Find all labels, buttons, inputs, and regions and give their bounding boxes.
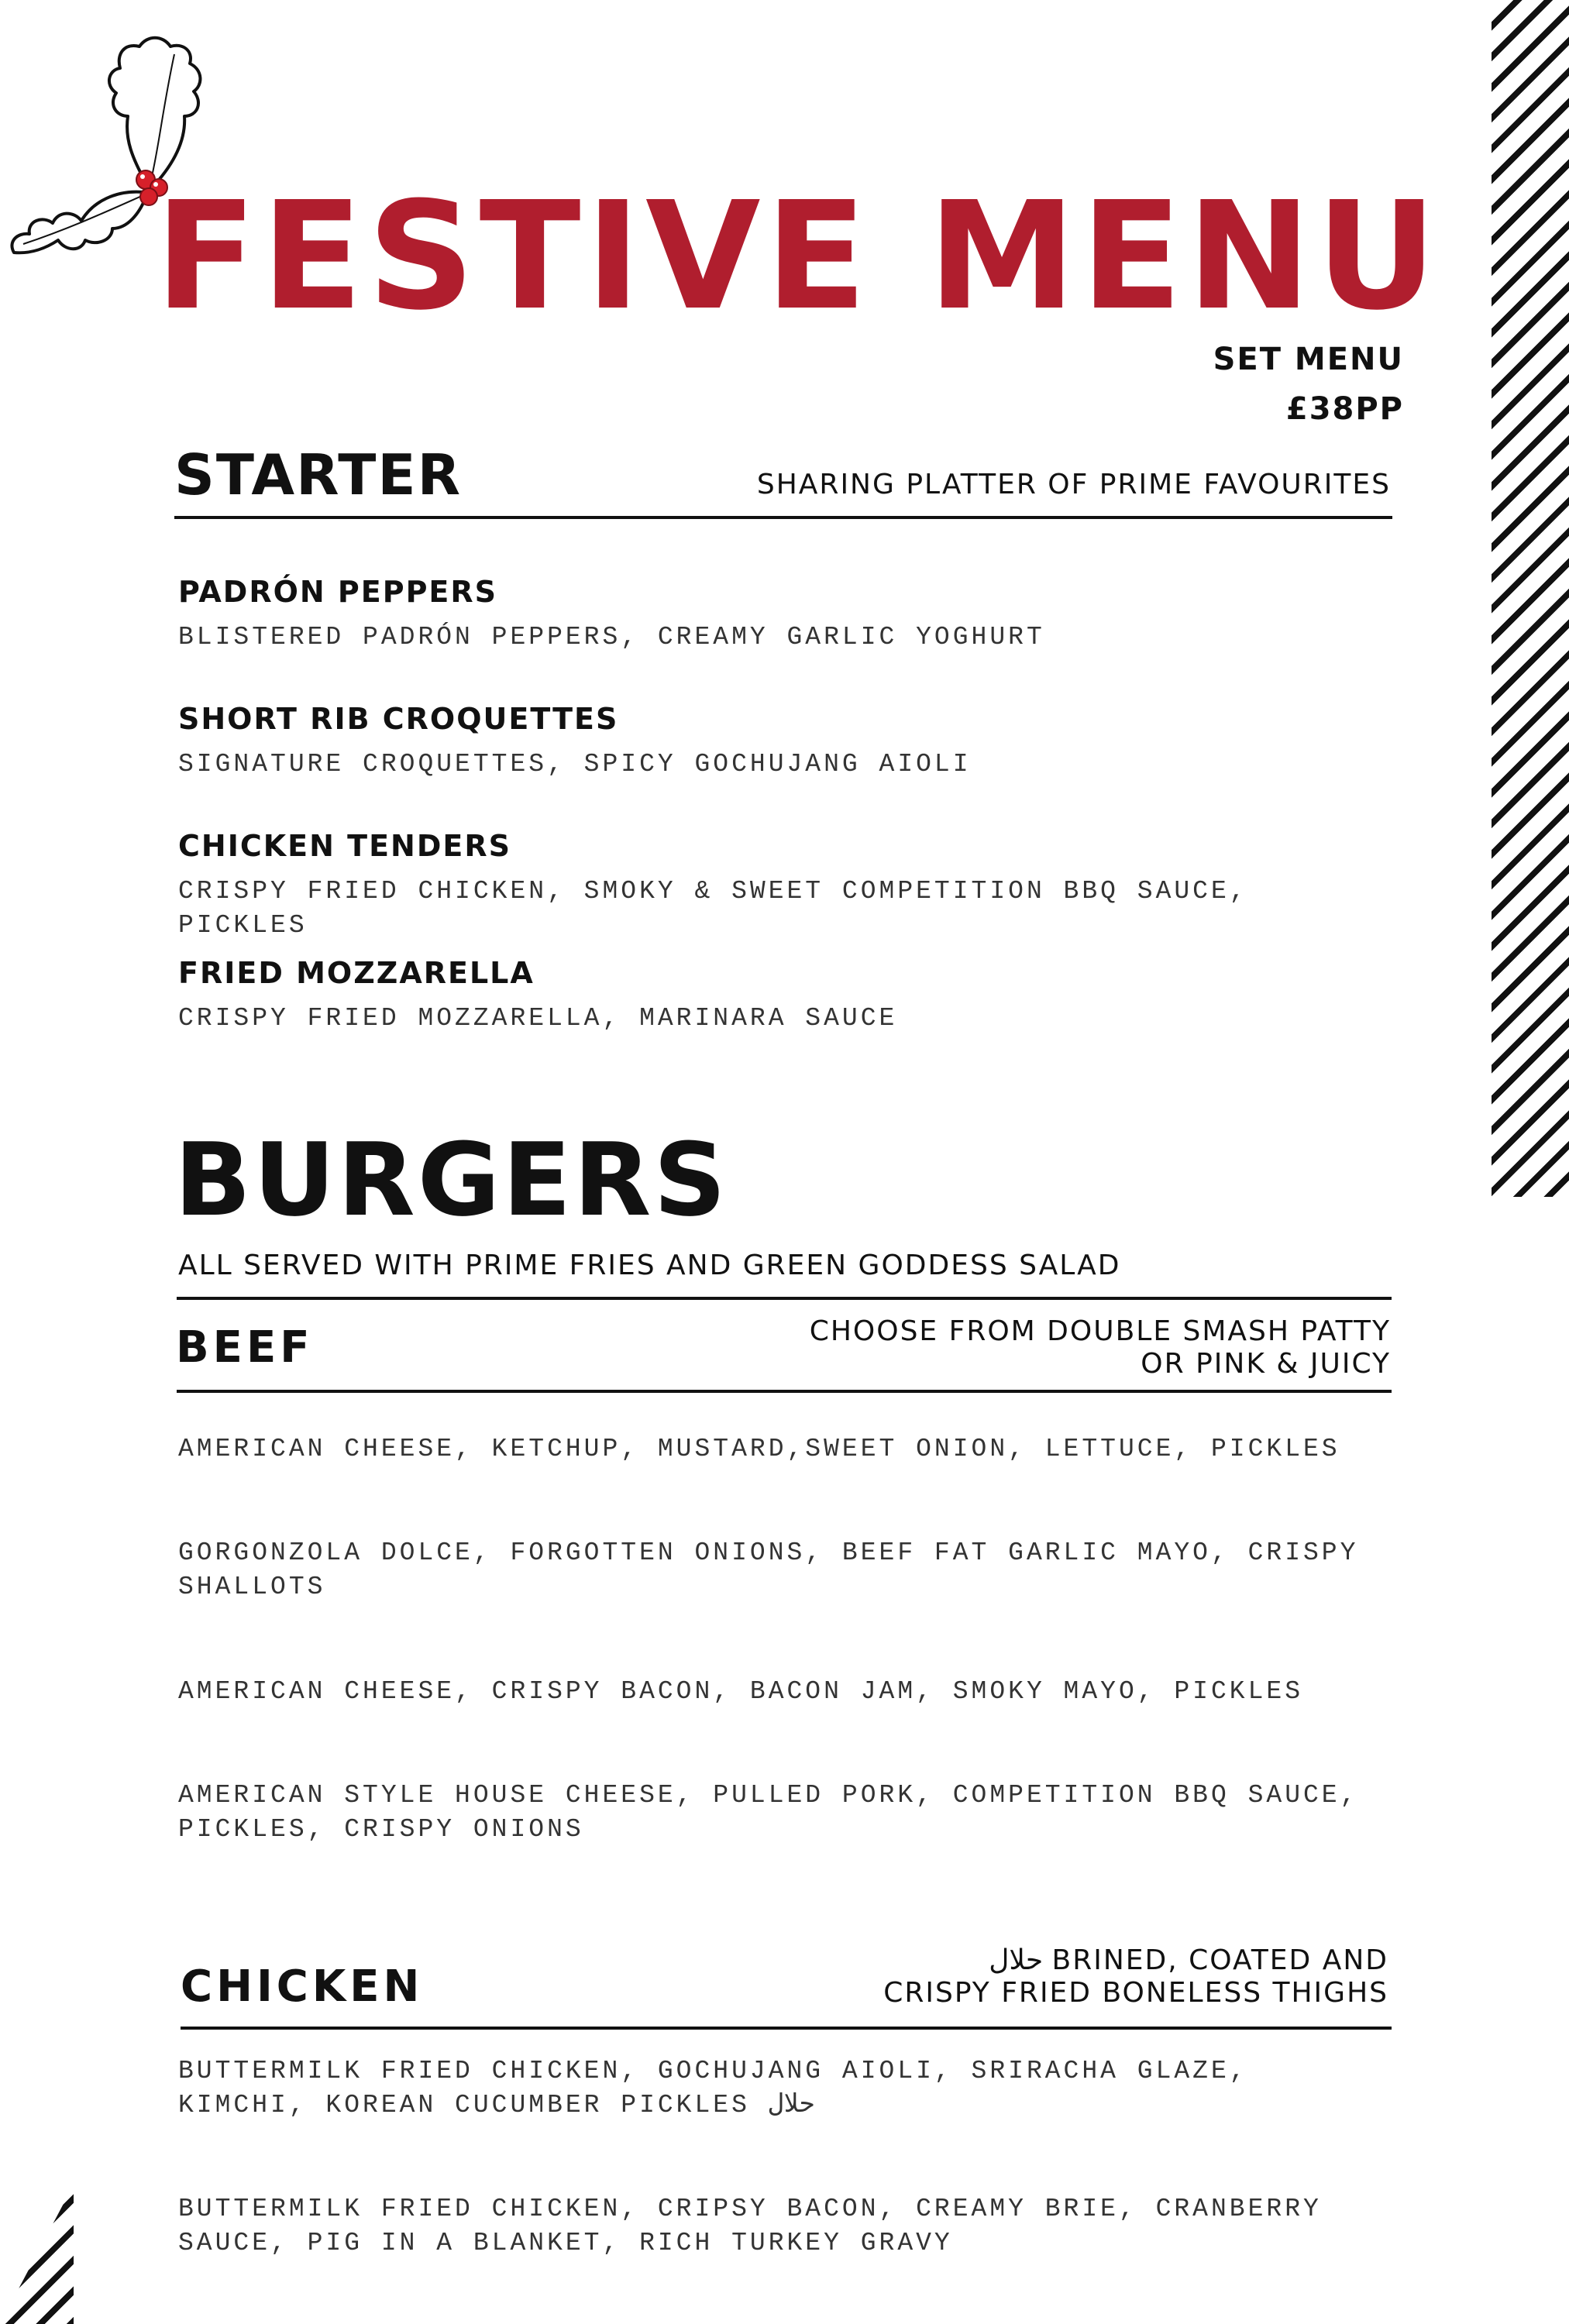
starter-item-description: CRISPY FRIED CHICKEN, SMOKY & SWEET COMPETITION BBQ SAUCE, PICKLES — [178, 877, 1248, 940]
beef-subheading — [810, 1315, 1391, 1380]
beef-subheading-line: OR PINK & JUICY — [1141, 1348, 1391, 1380]
starter-item-name: SHORT RIB CROQUETTES — [178, 702, 619, 736]
chicken-item: BUTTERMILK FRIED CHICKEN, GOCHUJANG AIOLI, SRIRACHA GLAZE, KIMCHI, KOREAN CUCUMBER PICKLES حلال — [178, 2057, 1248, 2119]
chicken-subheading-line: حلال BRINED, COATED AND — [989, 1944, 1388, 1976]
starter-subheading: SHARING PLATTER OF PRIME FAVOURITES — [756, 469, 1391, 500]
page-title: FESTIVE MENU — [155, 170, 1442, 343]
burgers-note: ALL SERVED WITH PRIME FRIES AND GREEN GODDESS SALAD — [178, 1250, 1121, 1281]
burgers-divider — [177, 1297, 1392, 1300]
beef-item: AMERICAN STYLE HOUSE CHEESE, PULLED PORK, COMPETITION BBQ SAUCE, PICKLES, CRISPY ONIONS — [178, 1781, 1359, 1844]
starter-item-description: SIGNATURE CROQUETTES, SPICY GOCHUJANG AIOLI — [178, 750, 972, 779]
diagonal-stripes-decoration — [1492, 0, 1569, 1197]
starter-item-description: CRISPY FRIED MOZZARELLA, MARINARA SAUCE — [178, 1004, 898, 1033]
set-menu-price: £38PP — [1285, 391, 1404, 427]
set-menu-label: SET MENU — [1213, 342, 1404, 377]
starter-item-description: BLISTERED PADRÓN PEPPERS, CREAMY GARLIC YOGHURT — [178, 623, 1045, 651]
beef-item: GORGONZOLA DOLCE, FORGOTTEN ONIONS, BEEF FAT GARLIC MAYO, CRISPY SHALLOTS — [178, 1538, 1359, 1601]
beef-item: AMERICAN CHEESE, KETCHUP, MUSTARD,SWEET ONION, LETTUCE, PICKLES — [178, 1435, 1340, 1463]
chicken-subheading — [883, 1944, 1388, 2009]
beef-divider — [177, 1390, 1392, 1393]
starter-item-name: PADRÓN PEPPERS — [178, 575, 498, 609]
burgers-heading: BURGERS — [174, 1121, 728, 1239]
chicken-item: BUTTERMILK FRIED CHICKEN, CRIPSY BACON, CREAMY BRIE, CRANBERRY SAUCE, PIG IN A BLANKET, RICH TURKEY GRAVY — [178, 2195, 1322, 2257]
chicken-heading: CHICKEN — [181, 1961, 424, 2012]
corner-stripes-decoration — [0, 2185, 74, 2324]
starter-divider — [174, 516, 1392, 519]
starter-item-name: FRIED MOZZARELLA — [178, 956, 535, 990]
beef-heading: BEEF — [176, 1322, 314, 1373]
starter-item-name: CHICKEN TENDERS — [178, 829, 511, 863]
starter-heading: STARTER — [174, 442, 463, 507]
set-menu-info — [1213, 335, 1404, 434]
beef-item: AMERICAN CHEESE, CRISPY BACON, BACON JAM, SMOKY MAYO, PICKLES — [178, 1677, 1303, 1706]
chicken-subheading-line: CRISPY FRIED BONELESS THIGHS — [883, 1977, 1388, 2009]
chicken-divider — [181, 2027, 1392, 2030]
beef-subheading-line: CHOOSE FROM DOUBLE SMASH PATTY — [809, 1315, 1391, 1347]
